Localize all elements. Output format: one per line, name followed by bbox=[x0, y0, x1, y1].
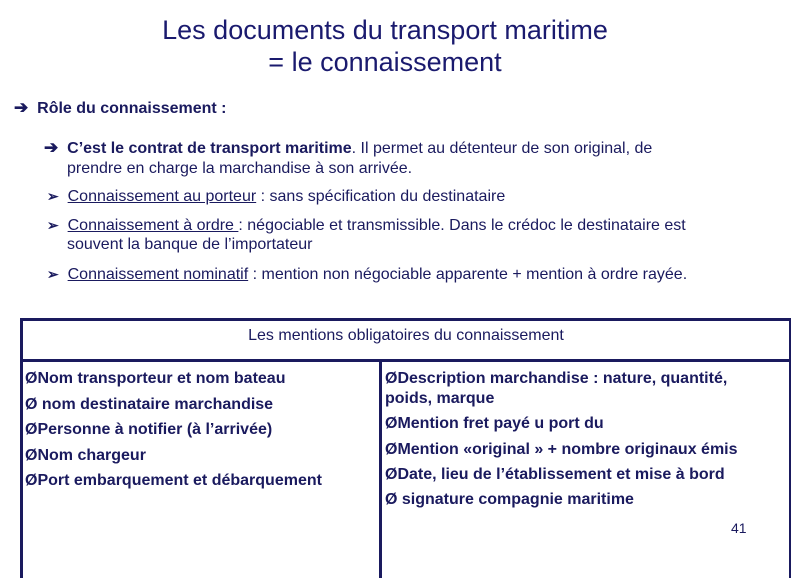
list-item: ØMention fret payé u port du bbox=[385, 415, 604, 433]
list-item: ØDescription marchandise : nature, quantité, bbox=[385, 370, 728, 387]
left-column bbox=[25, 366, 322, 494]
chevron-right-icon: ➢ bbox=[47, 266, 59, 282]
contrat-text-line-1: . Il permet au détenteur de son original, de bbox=[351, 140, 653, 157]
title-line-2: = le connaissement bbox=[268, 47, 502, 77]
list-item: ØDate, lieu de l’établissement et mise à bord bbox=[385, 465, 725, 483]
table-header: Les mentions obligatoires du connaissement bbox=[23, 321, 789, 362]
role-heading bbox=[14, 98, 227, 119]
bullet-ordre bbox=[47, 215, 686, 236]
list-item: ØNom transporteur et nom bateau bbox=[25, 370, 286, 387]
page-number: 41 bbox=[731, 520, 747, 536]
bullet-nominatif bbox=[47, 264, 687, 285]
contrat-bold-text: C’est le contrat de transport maritime bbox=[67, 140, 352, 157]
list-item: Ø signature compagnie maritime bbox=[385, 491, 634, 509]
bullet-porteur bbox=[47, 186, 505, 207]
page-title bbox=[0, 14, 770, 78]
list-item: ØPort embarquement et débarquement bbox=[25, 472, 322, 489]
list-item: ØNom chargeur bbox=[25, 446, 146, 464]
list-item: ØPersonne à notifier (à l’arrivée) bbox=[25, 421, 273, 438]
column-divider bbox=[379, 359, 382, 578]
mentions-table bbox=[20, 318, 791, 578]
list-item: ØMention «original » + nombre originaux émis bbox=[385, 440, 738, 458]
right-arrow-icon: ➔ bbox=[44, 138, 59, 157]
bullet-rest: : sans spécification du destinataire bbox=[256, 188, 506, 205]
contrat-text-line-2: prendre en charge la marchandise à son arrivée. bbox=[67, 160, 413, 177]
role-label: Rôle du connaissement : bbox=[37, 100, 227, 117]
bullet-ordre-line-2: souvent la banque de l’importateur bbox=[67, 236, 313, 253]
contrat-paragraph bbox=[44, 138, 652, 159]
bullet-rest: : mention non négociable apparente + mention à ordre rayée. bbox=[248, 266, 688, 283]
right-arrow-icon: ➔ bbox=[14, 98, 29, 117]
chevron-right-icon: ➢ bbox=[47, 188, 59, 204]
list-item: Ø nom destinataire marchandise bbox=[25, 395, 274, 413]
right-column bbox=[385, 366, 738, 512]
bullet-rest: : négociable et transmissible. Dans le crédoc le destinataire est bbox=[238, 217, 686, 234]
bullet-term: Connaissement au porteur bbox=[67, 188, 257, 205]
chevron-right-icon: ➢ bbox=[47, 217, 59, 233]
list-item: poids, marque bbox=[385, 390, 495, 408]
bullet-term: Connaissement nominatif bbox=[67, 266, 249, 283]
title-line-1: Les documents du transport maritime bbox=[162, 15, 608, 45]
bullet-term: Connaissement à ordre bbox=[67, 217, 239, 234]
